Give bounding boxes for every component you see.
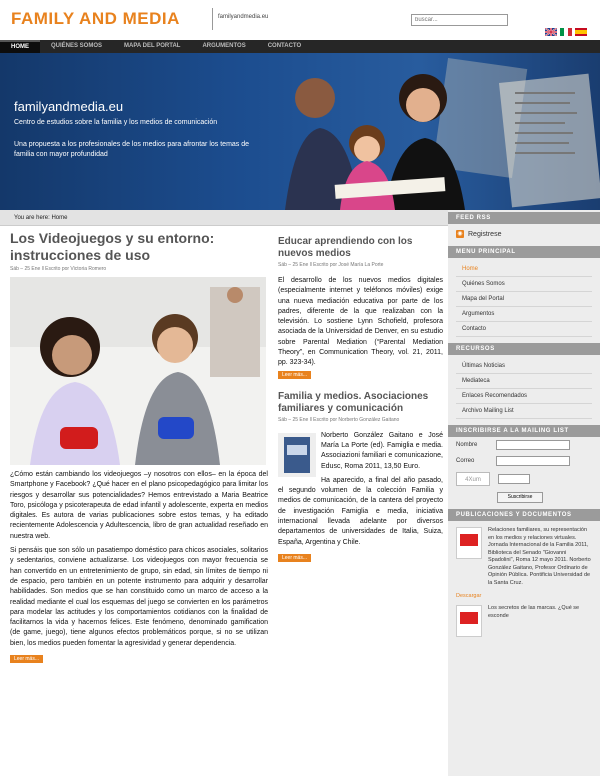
main-article: [10, 230, 268, 669]
side-article-2-title[interactable]: Familia y medios. Asociaciones familiares y comunicación: [278, 390, 429, 414]
download-link[interactable]: Descargar: [456, 593, 482, 599]
family-reading-photo: [275, 53, 600, 210]
main-article-title[interactable]: Los Videojuegos y su entorno: instrucciones de uso: [10, 230, 215, 263]
nav-mapa-portal[interactable]: MAPA DEL PORTAL: [124, 43, 181, 49]
nav-home[interactable]: HOME: [0, 40, 40, 53]
resource-ultimas-noticias[interactable]: Últimas Noticias: [456, 359, 592, 374]
banner-subtitle: Centro de estudios sobre la familia y los medios de comunicación: [14, 119, 218, 126]
search-input[interactable]: [411, 14, 508, 26]
name-field[interactable]: [496, 440, 570, 450]
language-flags: [545, 28, 587, 36]
main-menu: [448, 258, 600, 341]
banner-title: familyandmedia.eu: [14, 99, 124, 114]
logo-divider: [212, 8, 213, 30]
menu-item-argumentos[interactable]: Argumentos: [456, 307, 592, 322]
nav-quienes-somos[interactable]: QUIÉNES SOMOS: [51, 43, 103, 49]
kids-gaming-photo: [10, 277, 266, 465]
document-item-1: [448, 521, 600, 593]
spanish-flag-icon[interactable]: [575, 28, 587, 36]
secondary-articles: [278, 236, 443, 568]
breadcrumb: You are here: Home: [0, 210, 448, 226]
side-article-2-read-more[interactable]: Leer más...: [278, 554, 311, 562]
rss-heading: FEED RSS: [448, 212, 600, 224]
side-article-1-read-more[interactable]: Leer más...: [278, 371, 311, 379]
menu-heading: MENU PRINCIPAL: [448, 246, 600, 258]
main-read-more-button[interactable]: Leer más...: [10, 655, 43, 663]
main-nav: [0, 40, 600, 53]
banner-paragraph: Una propuesta a los profesionales de los medios para afrontar los temas de familia con mayor profundidad: [14, 141, 250, 158]
resources-list: [448, 355, 600, 423]
captcha-image: 4Xum: [456, 472, 490, 486]
main-article-body: [10, 470, 268, 649]
main-article-meta: Sáb – 25 Ene ‖ Escrito por Victoria Romero: [10, 266, 107, 272]
rss-link[interactable]: [448, 224, 600, 244]
documents-heading: PUBLICACIONES Y DOCUMENTOS: [448, 509, 600, 521]
email-row: [448, 453, 600, 469]
side-article-1-meta: Sáb – 25 Ene ‖ Escrito por José María La Porte: [278, 262, 384, 268]
site-url: familyandmedia.eu: [218, 14, 269, 20]
italian-flag-icon[interactable]: [560, 28, 572, 36]
side-article-1-text: El desarrollo de los nuevos medios digitales (especialmente internet y teléfonos móviles) exige una nueva mediación educativa por parte de los padres, diferente de la que realizaban con la televisión. Lo sostiene Lynn Schofield, profesora asociada de la Universidad de Denver, en su estudio sobre Parental Mediation (“Parental Mediation Theory”, en Communication Theory, vol. 21, 2011, pp. 323-34).: [278, 277, 443, 367]
menu-item-quienes-somos[interactable]: Quiénes Somos: [456, 277, 592, 292]
resource-mediateca[interactable]: Mediateca: [456, 374, 592, 389]
site-logo[interactable]: FAMILY AND MEDIA: [11, 9, 180, 28]
menu-item-contacto[interactable]: Contacto: [456, 322, 592, 337]
document-1-text[interactable]: Relaciones familiares, su representación en los medios y relaciones virtuales. Jornada Internacional de la Familia 2011, Biblioteca del Senado "Giovanni Spadolini", Roma 12 mayo 2011. Norberto González Gaitano, Profesor Ordinario de Opinión Pública. Pontificia Universidad de la Santa Cruz.: [488, 527, 591, 586]
resource-archivo[interactable]: Archivo Mailing List: [456, 404, 592, 419]
pdf-icon: [456, 605, 482, 637]
side-article-1-title[interactable]: Educar aprendiendo con los nuevos medios: [278, 236, 413, 259]
document-2-text[interactable]: Los secretos de las marcas. ¿Qué se esconde: [488, 605, 580, 619]
nav-contacto[interactable]: CONTACTO: [267, 43, 302, 49]
captcha-row: [448, 469, 600, 489]
side-article-2-text-2: Ha aparecido, a final del año pasado, el segundo volumen de la colección Familia y medios de comunicación, de la cantera del proyecto de investigación Famiglia e media, iniciativa internacional llevada adelante por diversos departamentos de universidades de Italia, Suiza, España, Argentina y Chile.: [278, 476, 443, 546]
side-article-2-meta: Sáb – 25 Ene ‖ Escrito por Norberto González Gaitano: [278, 416, 400, 423]
document-item-2: [448, 599, 600, 643]
rss-label[interactable]: Registrese: [468, 230, 502, 238]
name-label: Nombre: [456, 442, 478, 448]
main-article-paragraph-2: Si pensáis que son sólo un pasatiempo doméstico para chicos asociales, solitarios y sedentarios, conviene actualizarse. Los videojuegos con mayor frecuencia se han convertido en un entretenimiento de grupo, sin edad, sin límites de tiempo ni de espacio, pero también en un potente instrumento para adquirir y desarrollar habilidades. Son medios que se han constituido como un marco de acceso a la realidad mediante el cual los esquemas del juego se convierten en los parámetros para modelar las actitudes y los comportamientos cotidianos con la finalidad de facilitarnos la vida y hacernos felices. Este fenómeno, denominado gamification (de game, juego), tiene algunos efectos problemáticos porque, si no se utilizan bien, los medios pueden fomentar la agresividad y generar dependencia.: [10, 547, 268, 647]
captcha-input[interactable]: [498, 474, 530, 484]
mailing-list-heading: INSCRIBIRSE A LA MAILING LIST: [448, 425, 600, 437]
menu-item-home[interactable]: Home: [456, 262, 592, 277]
pdf-icon: [456, 527, 482, 559]
email-label: Correo: [456, 458, 475, 464]
main-article-paragraph-1: ¿Cómo están cambiando los videojuegos –y nosotros con ellos– en la época del Smartphone y Facebook? ¿Qué hacer en el plano psicopedagógico para limitar los riesgos y desarrollar sus potencialidades? Hemos entrevistado a Maria Beatrice Toro, psicóloga y psicoterapeuta de edad infantil y adolescente, experta en medios digitales. Es autora de varias publicaciones sobre estos temas, y ha editado recientemente Adolescencia y Adultescencia, libro de gran actualidad reseñado en nuestra web.: [10, 471, 268, 540]
subscribe-button[interactable]: Suscribirse: [497, 492, 543, 503]
rss-icon: ◉: [457, 231, 463, 237]
sidebar: [448, 210, 600, 776]
name-row: [448, 437, 600, 453]
side-article-2-body: [278, 431, 443, 548]
side-article-2-text-1: Norberto González Gaitano e José María La Porte (ed). Famiglia e media. Associazioni familiari e comunicazione, Edusc, Roma 2011, 13,50 Euro.: [321, 431, 443, 470]
site-header: [0, 0, 600, 40]
resource-enlaces[interactable]: Enlaces Recomendados: [456, 389, 592, 404]
email-field[interactable]: [496, 456, 570, 466]
nav-argumentos[interactable]: ARGUMENTOS: [202, 43, 246, 49]
menu-item-mapa-portal[interactable]: Mapa del Portal: [456, 292, 592, 307]
english-flag-icon[interactable]: [545, 28, 557, 36]
resources-heading: RECURSOS: [448, 343, 600, 355]
hero-banner: [0, 53, 600, 210]
book-cover-image: [278, 433, 316, 477]
